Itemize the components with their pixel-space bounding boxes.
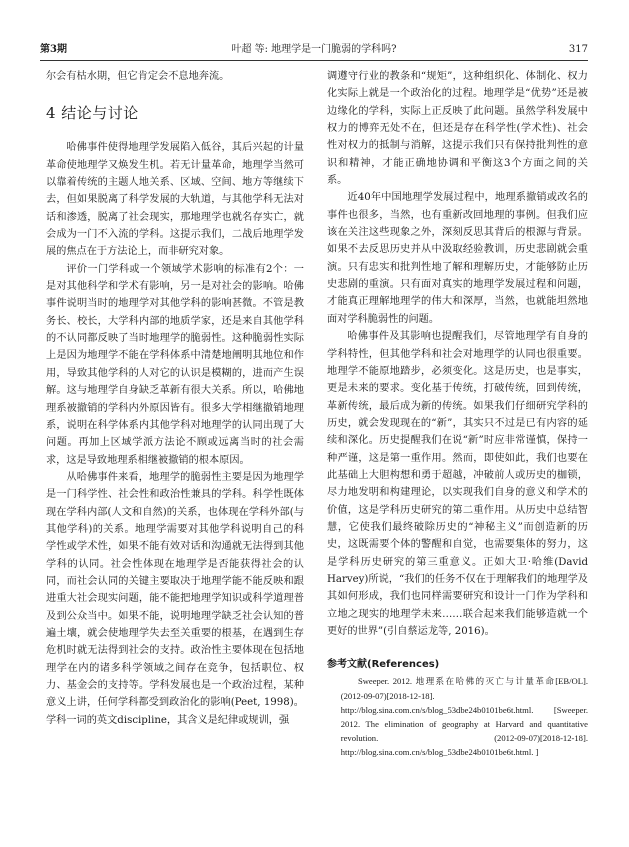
body-paragraph: 评价一门学科或一个领域学术影响的标准有2个：一是对其他科学和学术有影响，另一是对社会的影响。哈佛事件说明当时的地理学对其他学科的影响甚微。不管是教务长、校长，大学科内部的地质学家，还是来自其他学科的不认同都反映了当时地理学的脆弱性。这种脆弱性实际上是因为地理学不能在学科体系中清楚地阐明其地位和作用，导致其他学科的人对它的认识是模糊的，进而产生误解。这与地理学自身缺乏革新有很大关系。所以，哈佛地理系被撤销的学科内外原因皆有。很多大学相继撤销地理系，说明在科学体系内其他学科对地理学的认同出现了大问题。再加上区域学派方法论不顾或远离当时的社会需求，这是导致地理系相继被撤销的根本原因。 — [46, 263, 304, 466]
running-header — [40, 42, 588, 58]
header-rule — [40, 60, 588, 61]
references-heading: 参考文献(References) — [327, 659, 440, 671]
body-paragraph: 调遵守行业的教条和“规矩”，这种组织化、体制化、权力化实际上就是一个政治化的过程。地理学是“优势”还是被边缘化的学科，实际上正反映了此问题。虽然学科发展中权力的博弈无处不在，但还是存在科学性(学术性)、社会性对权力的抵制与消解，这提示我们只有保持批判性的意识和精神，才能正确地协调和平衡这3个方面之间的关系。 — [327, 71, 588, 187]
body-paragraph: 哈佛事件使得地理学发展陷入低谷，其后兴起的计量革命使地理学又焕发生机。若无计量革命，地理学当然可以靠着传统的主题人地关系、区域、空间、地方等继续下去，但如果脱离了科学发展的大轨道，与其他学科无法对话和渗透，脱离了社会现实，那地理学也就名存实亡，就会成为一门不入流的学科。这提示我们，二战后地理学发展的焦点在于方法论上，而非研究对象。 — [46, 142, 304, 258]
section-title: 4 结论与讨论 — [46, 104, 139, 123]
body-paragraph: 近40年中国地理学发展过程中，地理系撤销或改名的事件也很多，当然，也有重新改回地理的事例。但我们应该在关注这些现象之外，深刻反思其背后的根源与背景。如果不去反思历史并从中汲取经验教训，历史悲剧就会重演。只有忠实和批判性地了解和理解历史，才能够防止历史悲剧的重演。只有面对真实的地理学发展过程和问题，才能真正理解地理学的伟大和深厚，当然，也就能坦然地面对学科脆弱性的问题。 — [327, 192, 588, 325]
page-number: 317 — [568, 44, 588, 55]
left-column — [46, 68, 304, 729]
running-title: 叶超 等: 地理学是一门脆弱的学科吗? — [231, 44, 397, 55]
carryover-paragraph: 尔会有枯水期，但它肯定会不息地奔流。 — [46, 71, 230, 82]
body-paragraph: 从哈佛事件来看，地理学的脆弱性主要是因为地理学是一门科学性、社会性和政治性兼具的学科。科学性既体现在学科内部(人文和自然)的关系，也体现在学科外部(与其他学科)的关系。地理学需要对其他学科说明自己的科学性或学术性，如果不能有效对话和沟通就无法得到其他学科的认同。社会性体现在地理学是否能获得社会的认同，而社会认同的关键主要取决于地理学能不能反映和跟进重大社会现实问题，能不能把地理学知识或科学道理普及到公众当中。如果不能，说明地理学缺乏社会认知的普遍土壤，就会使地理学失去至关重要的根基，在遇到生存危机时就无法得到社会的支持。政治性主要体现在包括地理学在内的诸多科学领域之间存在竞争，包括职位、权力、基金会的支持等。学科发展也是一个政治过程，某种意义上讲，任何学科都受到政治化的影响(Peet, 1998)。学科一词的英文discipline，其含义是纪律或规训，强 — [46, 471, 304, 726]
body-paragraph: 哈佛事件及其影响也提醒我们，尽管地理学有自身的学科特性，但其他学科和社会对地理学的认同也很重要。地理学不能原地踏步，必须变化。这是历史，也是事实，更是未来的要求。变化基于传统，打破传统，回到传统，革新传统，最后成为新的传统。如果我们仔细研究学科的历史，就会发现现在的“新”，其实只不过是已有内容的延续和深化。历史提醒我们在说“新”时应非常谨慎，保持一种严谨，这是第一重作用。然而，即使如此，我们也要在此基础上大胆构想和勇于超越，冲破前人或历史的枷锁，尽力地发明和构建理论，以实现我们自身的意义和学术的价值，这是学科历史研究的第二重作用。从历史中总结智慧，它使我们最终破除历史的“神秘主义”而创造新的历史，这既需要个体的警醒和自觉，也需要集体的努力，这是学科历史研究的第三重意义。正如大卫·哈维(David Harvey)所说，“我们的任务不仅在于理解我们的地理学及其如何形成，我们也同样需要研究和设计一门作为学科和立地之现实的地理学未来……联合起来我们能够造就一个更好的世界”(引自蔡运龙等, 2016)。 — [327, 331, 588, 637]
issue-number: 第3期 — [40, 44, 67, 55]
right-column — [327, 68, 588, 760]
reference-entry: Sweeper. 2012. 地理系在哈佛的灭亡与计量革命[EB/OL]. (2012-09-07)[2018-12-18]. http://blog.sina.com.cn/s/blog_53dbe24b0101be6t.html. [Sweeper. 2012. The elimination of geography at Harvard and quantitative revolution. (2012-09-07)[2018-12-18]. http://blog.sina.com.cn/s/blog_53dbe24b0101be6t.html. ] — [340, 676, 588, 758]
